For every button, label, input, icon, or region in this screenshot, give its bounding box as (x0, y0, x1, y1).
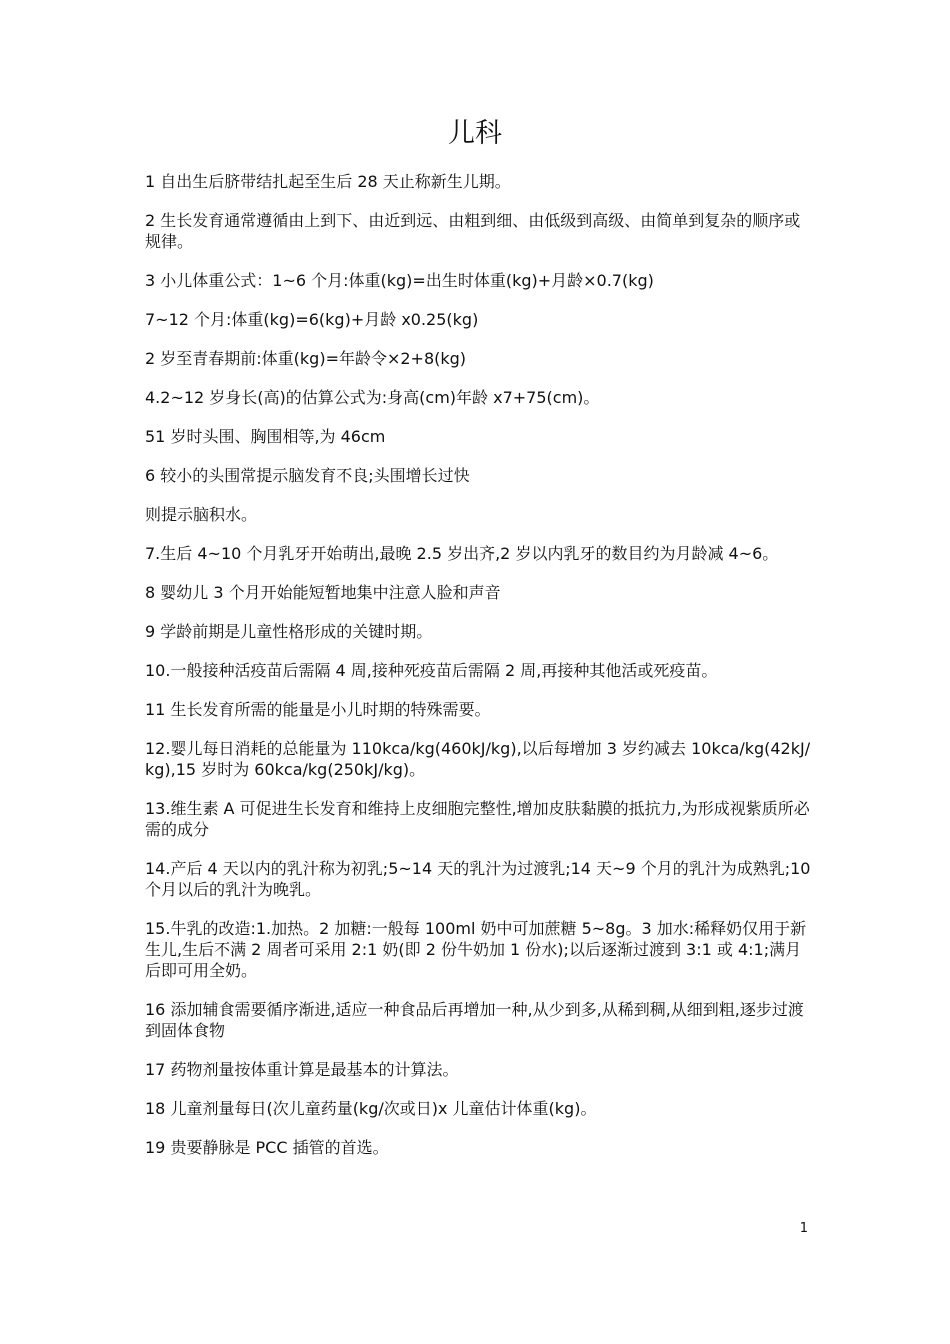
paragraph: 则提示脑积水。 (145, 505, 258, 524)
paragraph: 3 小儿体重公式：1~6 个月:体重(kg)=出生时体重(kg)+月龄×0.7(kg) (145, 271, 654, 290)
paragraph: 19 贵要静脉是 PCC 插管的首选。 (145, 1138, 389, 1157)
paragraph: 4.2~12 岁身长(高)的估算公式为:身高(cm)年龄 x7+75(cm)。 (145, 388, 600, 407)
document-body (145, 171, 815, 1176)
paragraph: 2 岁至青春期前:体重(kg)=年龄令×2+8(kg) (145, 349, 467, 368)
paragraph: 1 自出生后脐带结扎起至生后 28 天止称新生儿期。 (145, 172, 511, 191)
paragraph: 12.婴儿每日消耗的总能量为 110kca/kg(460kJ/kg),以后每增加 3 岁约减去 10kca/kg(42kJ/kg),15 岁时为 60kca/kg(250kJ/kg)。 (145, 739, 811, 779)
paragraph: 10.一般接种活疫苗后需隔 4 周,接种死疫苗后需隔 2 周,再接种其他活或死疫苗。 (145, 661, 718, 680)
paragraph: 7.生后 4~10 个月乳牙开始萌出,最晚 2.5 岁出齐,2 岁以内乳牙的数目约为月龄减 4~6。 (145, 544, 779, 563)
page-title: 儿科 (448, 118, 502, 149)
page-number: 1 (799, 1221, 808, 1236)
paragraph: 8 婴幼儿 3 个月开始能短暂地集中注意人脸和声音 (145, 583, 501, 602)
paragraph: 15.牛乳的改造:1.加热。2 加糖:一般每 100ml 奶中可加蔗糖 5~8g。3 加水:稀释奶仅用于新生儿,生后不满 2 周者可采用 2:1 奶(即 2 份牛奶加 1 份水);以后逐渐过渡到 3:1 或 4:1;满月后即可用全奶。 (145, 919, 807, 980)
paragraph: 14.产后 4 天以内的乳汁称为初乳;5~14 天的乳汁为过渡乳;14 天~9 个月的乳汁为成熟乳;10 个月以后的乳汁为晚乳。 (145, 859, 811, 899)
paragraph: 2 生长发育通常遵循由上到下、由近到远、由粗到细、由低级到高级、由简单到复杂的顺序或规律。 (145, 211, 801, 251)
paragraph: 7~12 个月:体重(kg)=6(kg)+月龄 x0.25(kg) (145, 310, 479, 329)
paragraph: 11 生长发育所需的能量是小儿时期的特殊需要。 (145, 700, 491, 719)
paragraph: 17 药物剂量按体重计算是最基本的计算法。 (145, 1060, 459, 1079)
paragraph: 13.维生素 A 可促进生长发育和维持上皮细胞完整性,增加皮肤黏膜的抵抗力,为形成视紫质所必需的成分 (145, 799, 810, 839)
paragraph: 16 添加辅食需要循序渐进,适应一种食品后再增加一种,从少到多,从稀到稠,从细到粗,逐步过渡到固体食物 (145, 1000, 804, 1040)
paragraph: 6 较小的头围常提示脑发育不良;头围增长过快 (145, 466, 470, 485)
paragraph: 51 岁时头围、胸围相等,为 46cm (145, 427, 386, 446)
paragraph: 9 学龄前期是儿童性格形成的关键时期。 (145, 622, 433, 641)
paragraph: 18 儿童剂量每日(次儿童药量(kg/次或日)x 儿童估计体重(kg)。 (145, 1099, 597, 1118)
